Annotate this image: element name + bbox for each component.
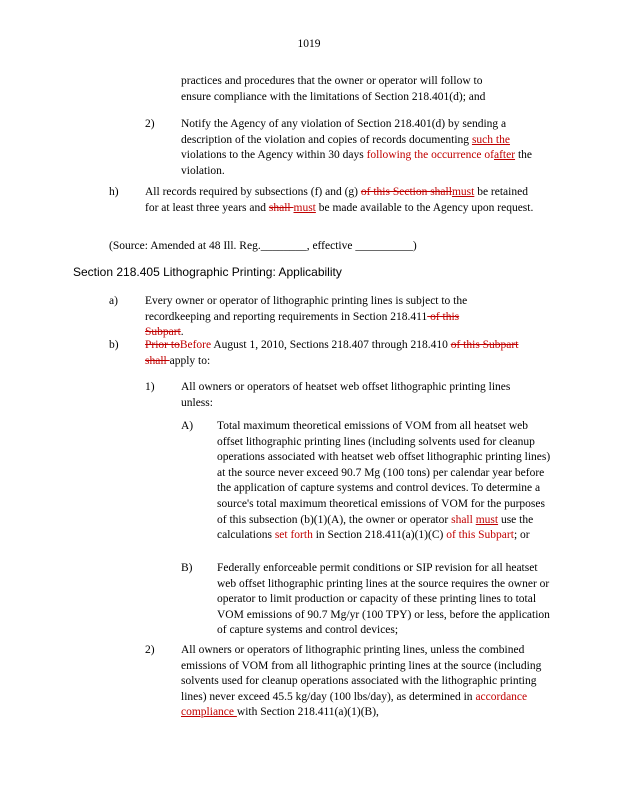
item-h-insert-2: must: [293, 201, 316, 214]
item-b-delete-2: of this Subpart: [450, 339, 519, 351]
item-b-text-2: apply to:: [169, 354, 211, 367]
item-A-paragraph: [217, 419, 552, 544]
item-label-2: 2): [145, 118, 155, 130]
item-B-paragraph: Federally enforceable permit conditions or SIP revision for all heatset web offset lithographic printing lines at the source requires the owner or operator to limit production or capacity of these printing lines to total VOM emissions of 90.7 Mg/yr (100 TPY) or less, before the application of capture systems and control devices;: [217, 562, 550, 637]
item-A-text-3: in Section 218.411(a)(1)(C): [312, 529, 447, 542]
item-h-delete-2: shall: [268, 201, 294, 214]
item-h-text-2: be retained for at least three years and: [145, 186, 528, 214]
item-A-insert-2: must: [475, 513, 499, 526]
item-2-paragraph: [181, 117, 536, 179]
item-h-insert-1: must: [451, 186, 475, 198]
item-label-b1: 1): [145, 381, 155, 393]
item-label-B: B): [181, 562, 193, 574]
item-h-text-3: be made available to the Agency upon request.: [315, 201, 534, 214]
item-A-text-2: use the calculations: [217, 513, 534, 542]
item-2-text-3: the violation.: [181, 149, 532, 177]
item-b-paragraph: [145, 338, 545, 369]
item-label-a: a): [109, 295, 118, 307]
item-b-delete-1: Prior to: [145, 339, 180, 351]
item-b-text-1: August 1, 2010, Sections 218.407 through 218.410: [211, 339, 451, 351]
item-a-paragraph: [145, 294, 493, 341]
item-2-insert-3: after: [493, 149, 516, 162]
item-label-b: b): [109, 339, 119, 351]
item-b-delete-3: shall: [145, 354, 170, 367]
item-h-paragraph: [145, 185, 535, 216]
item-A-insert-1: shall: [451, 513, 476, 526]
item-b2-text-2: with Section 218.411(a)(1)(B),: [236, 706, 379, 719]
item-a-delete-1: of this Subpart: [145, 310, 460, 339]
item-b2-paragraph: [181, 643, 543, 721]
item-2-insert-1: such the: [471, 133, 510, 146]
item-2-text-1: Notify the Agency of any violation of Section 218.401(d) by sending a description of the violation and copies of records documenting: [181, 118, 507, 146]
item-b2-insert-2: compliance: [181, 706, 237, 719]
item-2-insert-2: following the occurrence of: [366, 149, 494, 162]
item-A-insert-4: of this Subpart: [446, 529, 514, 542]
item-A-text-1: Total maximum theoretical emissions of VOM from all heatset web offset lithographic printing lines (including solvents used for cleanup operations associated with heatset web offset lithographic printing lines) at the source never exceed 90.7 Mg (100 tons) per calendar year before the application of capture systems and control devices. To determine a source's total maximum theoretical emissions of VOM for the purposes of this subsection (b)(1)(A), the owner or operator: [217, 420, 551, 526]
item-label-A: A): [181, 420, 194, 432]
item-2-text-2: violations to the Agency within 30 days: [181, 149, 367, 162]
item-b1-paragraph: All owners or operators of heatset web offset lithographic printing lines unless:: [181, 381, 511, 409]
source-note: (Source: Amended at 48 Ill. Reg.________, effective __________): [109, 240, 417, 252]
section-heading: Section 218.405 Lithographic Printing: Applicability: [73, 265, 342, 279]
item-a-text-2: .: [180, 326, 184, 339]
item-label-b2: 2): [145, 644, 155, 656]
item-b-insert-1: Before: [179, 339, 212, 351]
item-b2-insert-1: accordance: [475, 690, 528, 703]
item-b2-text-1: All owners or operators of lithographic printing lines, unless the combined emissions of VOM from all lithographic printing lines at the source (including solvents used for cleanup operations associated with the lithographic printing lines) never exceed 45.5 kg/day (100 lbs/day), as determined in: [181, 644, 542, 703]
item-A-text-4: ; or: [513, 529, 530, 542]
item-h-delete-1: of this Section shall: [360, 186, 452, 198]
continuation-paragraph: practices and procedures that the owner or operator will follow to ensure compliance with the limitations of Section 218.401(d); and: [181, 75, 486, 103]
page-number: 1019: [297, 38, 321, 50]
item-h-text-1: All records required by subsections (f) and (g): [145, 186, 361, 198]
item-A-insert-3: set forth: [274, 529, 313, 542]
item-a-text-1: Every owner or operator of lithographic printing lines is subject to the recordkeeping and reporting requirements in Section 218.411: [145, 295, 468, 323]
item-label-h: h): [109, 186, 119, 198]
